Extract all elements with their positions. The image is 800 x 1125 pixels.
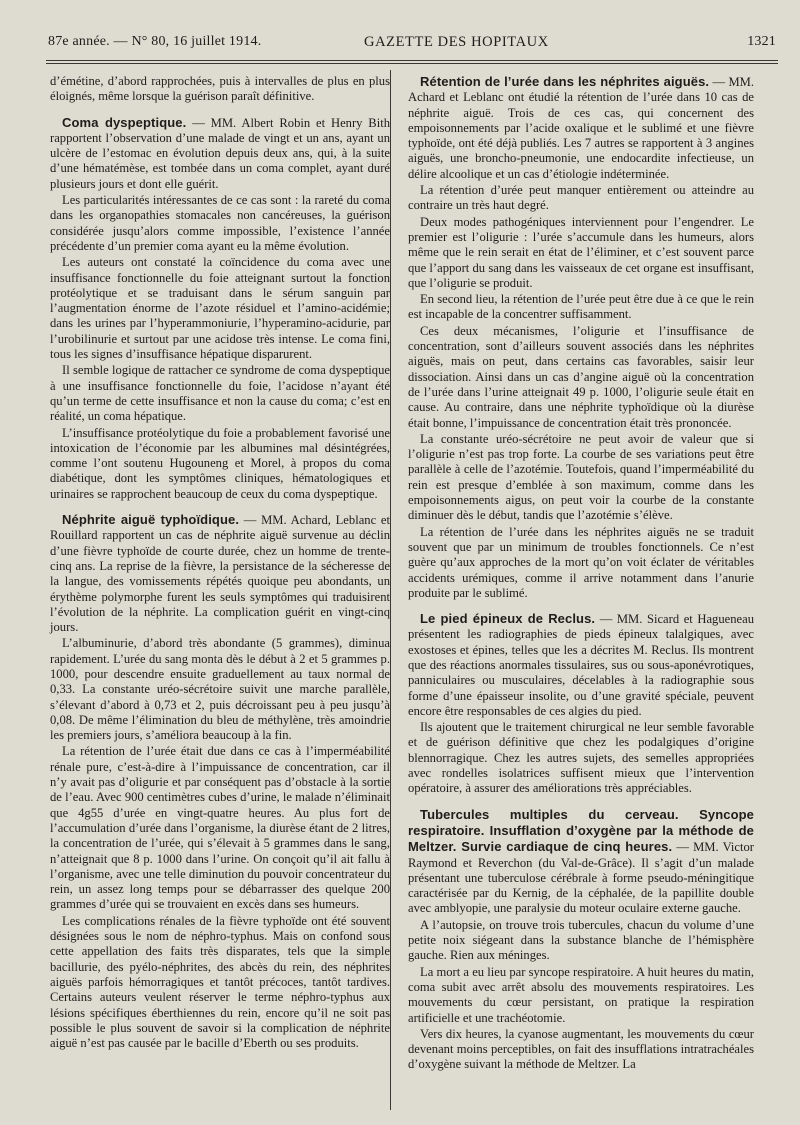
left-column: [50, 74, 390, 1052]
body-paragraph: Ces deux mécanismes, l’oligurie et l’insuffisance de concentration, sont d’ailleurs souvent associés dans les néphrites aiguës, mais on peut, dans certains cas favorables, saisir leur dissociation. Ainsi dans un cas d’angine aiguë où la concentration de l’urée dans l’urine atteignait 49 p. 1000, l’oligurie seule était en cause. Au contraire, dans une néphrite typhoïdique où la diurèse était bonne, l’impuissance de concentration était très prononcée.: [408, 323, 754, 430]
right-column: [408, 74, 754, 1074]
section-heading: Néphrite aiguë typhoïdique.: [62, 512, 240, 528]
body-paragraph: La rétention de l’urée était due dans ce cas à l’imperméabilité rénale pure, c’est-à-dire à l’impuissance de concentration, car il n’y avait pas d’oligurie et par conséquent pas d’obstacle à la sortie de l’eau. Avec 900 centimètres cubes d’urine, le malade n’éliminait que 4g55 d’urée en vingt-quatre heures. Au plus fort de l’accumulation d’urée dans l’organisme, la diurèse étant de 2 litres, la concentration de l’urée, qui s’élevait à 5 grammes dans le sang, n’atteignait que 8 p. 1000 dans l’urine. On conçoit qu’il ait fallu à l’organisme, avec une telle diminution du pouvoir concentrateur du rein, un assez long temps pour se débarrasser des quelque 200 grammes d’urée qui se trouvaient en excès dans ses humeurs.: [50, 744, 390, 912]
body-paragraph: Les particularités intéressantes de ce cas sont : la rareté du coma dans les organopathies stomacales non cancéreuses, la guérison considérée jusqu’alors comme impossible, l’existence l’année précédente d’un premier coma ayant eu la même évolution.: [50, 193, 390, 253]
section-heading: Tubercules multiples du cerveau. Syncope respiratoire. Insufflation d’oxygène par la méthode de Meltzer. Survie cardiaque de cinq heures.: [408, 806, 754, 855]
body-paragraph: La rétention de l’urée dans les néphrites aiguës ne se traduit souvent que par un minimum de troubles fonctionnels. Ce n’est guère qu’aux approches de la mort qu’on voit éclater de véritables accidents urémiques, comme il arrive notamment dans l’anurie produite par le sublimé.: [408, 524, 754, 600]
header-rule-top: [46, 60, 778, 61]
issue-info: 87e année. — N° 80, 16 juillet 1914.: [48, 34, 262, 49]
body-paragraph: Il semble logique de rattacher ce syndrome de coma dyspeptique à une insuffisance fonctionnelle du foie, l’acidose n’ayant été qu’un terme de cette insuffisance et non la cause du coma; c’est en réalité, un coma hépatique.: [50, 363, 390, 424]
body-paragraph: Ils ajoutent que le traitement chirurgical ne leur semble favorable et de guérison définitive que chez les podalgiques d’origine blennorragique. Chez les autres sujets, des semelles appropriées avec rondelles isolatrices suffisent mieux que l’intervention opératoire, à assurer des améliorations très appréciables.: [408, 720, 754, 796]
section-lead-text: — MM. Achard et Leblanc ont étudié la rétention de l’urée dans 10 cas de néphrite aiguë. Trois de ces cas, qui concernent des empoisonnements par l’acide oxalique et le sublimé et une fièvre typhoïde, ont été déjà publiés. Les 7 autres se rapportent à 3 angines aiguës, une broncho-pneumonie, une endocardite infectieuse, un délire alcoolique et un cas d’étiologie indéterminée.: [408, 75, 755, 181]
body-paragraph: La rétention d’urée peut manquer entièrement ou atteindre au contraire un très haut degré.: [408, 183, 754, 213]
body-paragraph: Deux modes pathogéniques interviennent pour l’engendrer. Le premier est l’oligurie : l’urée s’accumule dans les humeurs, alors même que le rein serait en état de l’éliminer, et c’est souvent parce que l’apport du sang dans les vaisseaux de cet organe est insuffisant, que l’oligurie se produit.: [408, 214, 754, 290]
header-rule-bottom: [46, 63, 778, 64]
body-paragraph: A l’autopsie, on trouve trois tubercules, chacun du volume d’une petite noix siégeant dans la substance blanche de l’hémisphère gauche. Rien aux méninges.: [408, 917, 754, 963]
section-lead-text: — MM. Sicard et Hagueneau présentent les radiographies de pieds épineux talalgiques, avec exostoses et épines, telles que les a décrites M. Reclus. Ils montrent que des réactions anormales tissulaires, sus ou sous-aponévrotiques, panniculaires ou musculaires, décelables à la radiographie sous forme d’une épaisseur insolite, ou d’une gravité spéciale, peuvent encore être responsables de ces algies du pied.: [408, 612, 754, 718]
body-paragraph: Les auteurs ont constaté la coïncidence du coma avec une insuffisance fonctionnelle du foie atteignant surtout la fonction protéolytique et se traduisant dans le sérum sanguin par l’augmentation énorme de l’azote résiduel et l’amino-acidémie; dans les urines par l’hyperammoniurie, l’hyperamino-acidurie, par l’urobilinurie et surtout par une acidose très intense. Le coma fini, tous les signes d’insuffisance hépatique disparurent.: [50, 255, 390, 362]
page-number: 1321: [747, 34, 776, 49]
running-header: [48, 34, 776, 54]
section-paragraph: [408, 807, 754, 917]
column-divider: [390, 70, 391, 1110]
body-paragraph: La mort a eu lieu par syncope respiratoire. A huit heures du matin, coma subit avec arrêt absolu des mouvements respiratoires. Les mouvements du cœur persistant, on pratique la respiration artificielle et une trachéotomie.: [408, 964, 754, 1025]
section-lead-text: — MM. Achard, Leblanc et Rouillard rapportent un cas de néphrite aiguë survenue au déclin d’une fièvre typhoïde de courte durée, chez un homme de trente-cinq ans. La reprise de la fièvre, la persistance de la sécheresse de la langue, des vomissements répétés quoique peu abondants, un érythème polymorphe furent les seuls symptômes qui traduisirent l’évolution de la néphrite. La complication guérit en vingt-cinq jours.: [50, 513, 390, 635]
body-paragraph: Vers dix heures, la cyanose augmentant, les mouvements du cœur devenant moins perceptibles, on fait des insufflations intratrachéales d’oxygène suivant la méthode de Meltzer. La: [408, 1026, 754, 1072]
section-heading: Rétention de l’urée dans les néphrites aiguës.: [420, 74, 710, 89]
section-paragraph: [50, 512, 390, 635]
section-paragraph: [408, 74, 754, 182]
journal-title: GAZETTE DES HOPITAUX: [364, 34, 549, 50]
body-paragraph: L’albuminurie, d’abord très abondante (5 grammes), diminua rapidement. L’urée du sang monta dès le début à 2 et 5 grammes p. 1000, pour descendre ensuite graduellement au taux normal de 0,33. La constante uréo-sécrétoire suivit une marche parallèle, s’élevant d’abord à 0,73 et 2, puis décroissant peu à peu jusqu’à 0,08. De même l’élimination du bleu de méthylène, très amoindrie les premiers jours, s’améliora beaucoup à la fin.: [50, 636, 390, 743]
section-lead-text: — MM. Albert Robin et Henry Bith rapportent l’observation d’une malade de vingt et un ans, ayant un ulcère de l’estomac en évolution depuis deux ans, qui, à la suite d’une hématémèse, est tombée dans un coma complet, ayant duré plusieurs jours et dont elle guérit.: [50, 115, 391, 191]
body-paragraph: La constante uréo-sécrétoire ne peut avoir de valeur que si l’oligurie n’est pas trop forte. La courbe de ses variations peut être parallèle à celle de l’azotémie. Toutefois, quand l’imperméabilité du rein est presque d’emblée à son maximum, comme dans les empoisonnements aigus, on peut voir la courbe de la constante diminuer dès le début, tandis que l’azotémie s’élève.: [408, 431, 754, 523]
body-paragraph: En second lieu, la rétention de l’urée peut être due à ce que le rein est incapable de la concentrer suffisamment.: [408, 292, 754, 322]
body-paragraph: Les complications rénales de la fièvre typhoïde ont été souvent désignées sous le nom de néphro-typhus. Mais on confond sous cette appellation des faits très disparates, tels que la simple bacillurie, des pyélo-néphrites, des abcès du rein, des néphrites aiguës parfois hémorragiques et tantôt précoces, tantôt tardives. Certains auteurs veulent réserver le terme néphro-typhus aux lésions spécifiques éberthiennes du rein, encore qu’il ne soit pas possible le plus souvent de savoir si la complication de néphrite aiguë n’est pas causée par le bacille d’Eberth ou ses produits.: [50, 913, 390, 1051]
section-heading: Coma dyspeptique.: [62, 114, 187, 130]
section-heading: Le pied épineux de Reclus.: [420, 611, 596, 627]
section-paragraph: [408, 611, 754, 719]
section-paragraph: [50, 115, 390, 192]
body-paragraph: L’insuffisance protéolytique du foie a probablement favorisé une intoxication de l’économie par les albumines mal désintégrées, comme l’ont soutenu Hugouneng et Morel, à propos du coma diabétique, dont les symptômes cliniques, hématologiques et urinaires se rapprochent beaucoup de ceux du coma dyspeptique.: [50, 425, 390, 501]
section-lead-text: — MM. Victor Raymond et Reverchon (du Val-de-Grâce). Il s’agit d’un malade présentant une tuberculose cérébrale à forme pseudo-méningitique caractérisée par du Kernig, de la céphalée, de la papillite double avec amblyopie, une paralysie du moteur oculaire externe gauche.: [408, 840, 754, 916]
body-paragraph: d’émétine, d’abord rapprochées, puis à intervalles de plus en plus éloignés, même lorsque la guérison paraît définitive.: [50, 74, 390, 104]
